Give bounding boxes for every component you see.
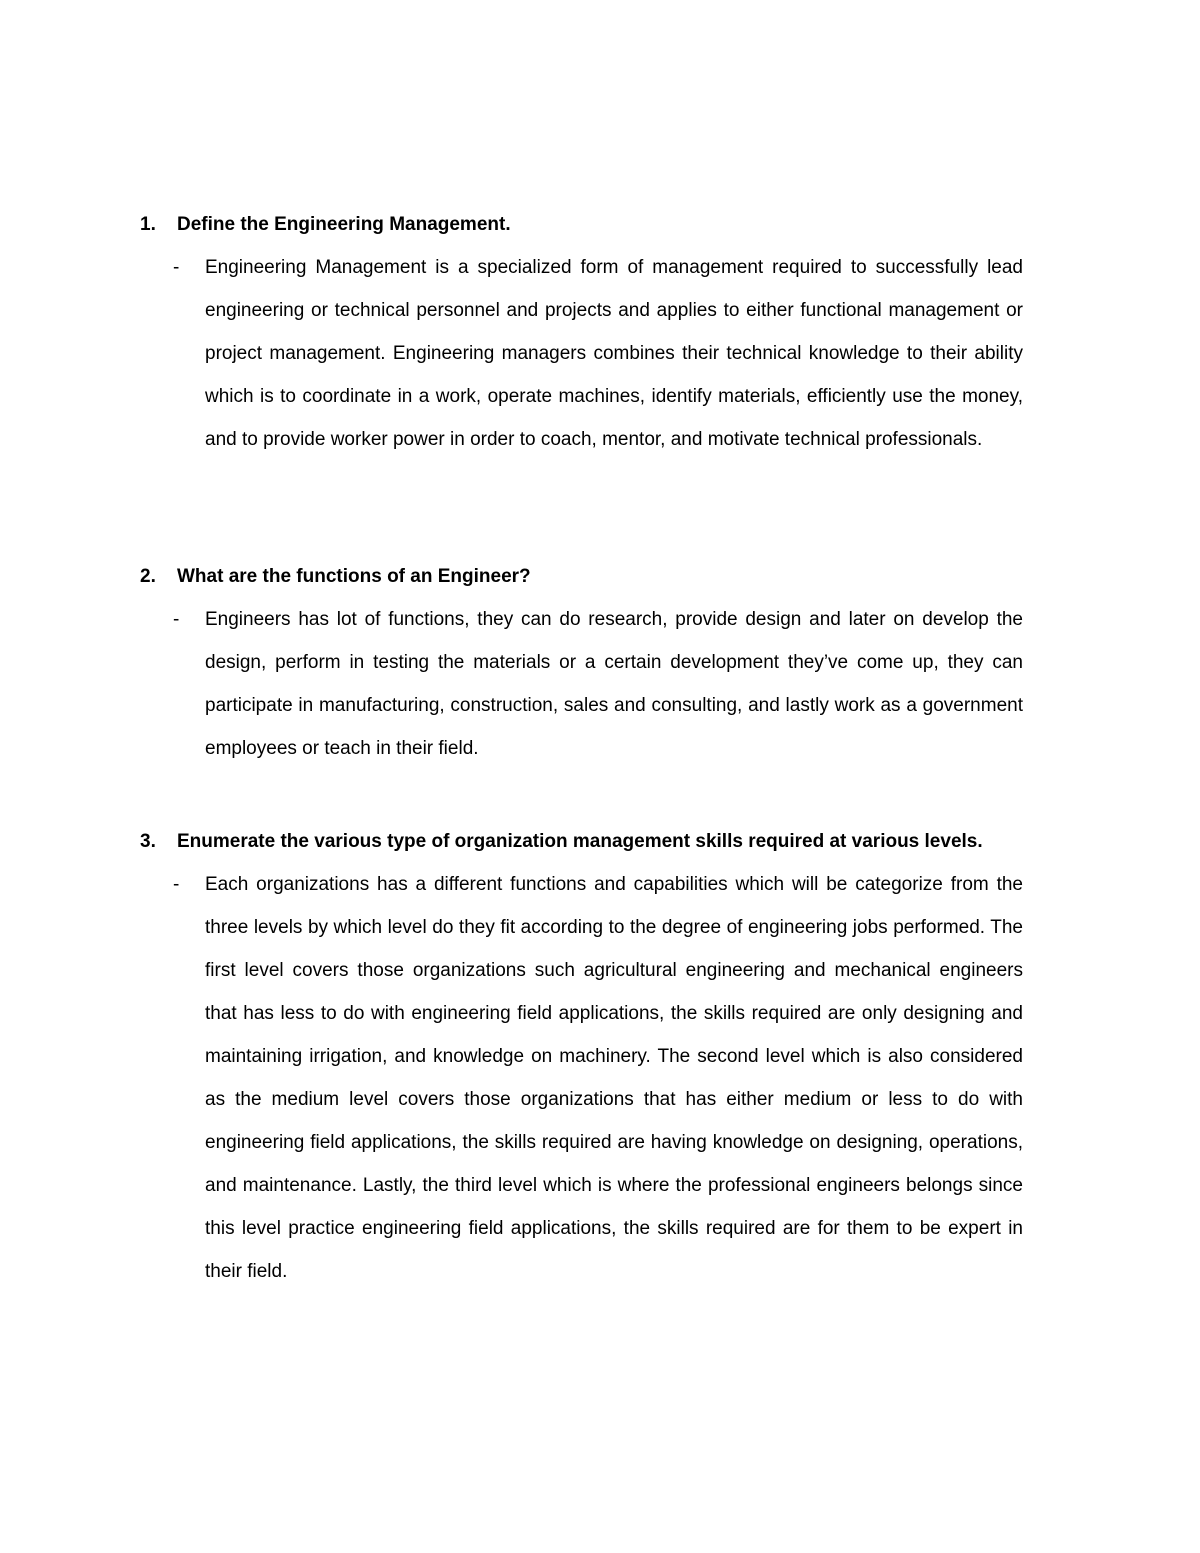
answer-1-text: Engineering Management is a specialized form of management required to successfully lead engineering or technical personnel and projects and applies to either functional management or project management. Engineering managers combines their technical knowledge to their ability which is to coordinate in a work, operate machines, identify materials, efficiently use the money, and to provide worker power in order to coach, mentor, and motivate technical professionals. xyxy=(205,257,1023,450)
question-3-number: 3. xyxy=(140,831,156,852)
question-3-heading xyxy=(140,820,1040,863)
question-3-answer xyxy=(140,863,1040,1293)
question-2 xyxy=(140,555,1040,770)
question-2-heading xyxy=(140,555,1040,598)
question-2-answer xyxy=(140,598,1040,770)
question-1-title: Define the Engineering Management. xyxy=(177,214,511,235)
question-3-title: Enumerate the various type of organization management skills required at various levels. xyxy=(177,831,983,852)
question-3 xyxy=(140,820,1040,1293)
answer-1-bullet: - xyxy=(173,257,180,278)
answer-3-bullet: - xyxy=(173,874,180,895)
answer-2-bullet: - xyxy=(173,609,180,630)
question-1-answer xyxy=(140,246,1040,461)
question-2-number: 2. xyxy=(140,566,156,587)
question-1-number: 1. xyxy=(140,214,156,235)
answer-2-text: Engineers has lot of functions, they can do research, provide design and later on develop the design, perform in testing the materials or a certain development they’ve come up, they can participate in manufacturing, construction, sales and consulting, and lastly work as a government employees or teach in their field. xyxy=(205,609,1023,759)
question-2-title: What are the functions of an Engineer? xyxy=(177,566,531,587)
answer-3-text: Each organizations has a different functions and capabilities which will be categorize from the three levels by which level do they fit according to the degree of engineering jobs performed. The first level covers those organizations such agricultural engineering and mechanical engineers that has less to do with engineering field applications, the skills required are only designing and maintaining irrigation, and knowledge on machinery. The second level which is also considered as the medium level covers those organizations that has either medium or less to do with engineering field applications, the skills required are having knowledge on designing, operations, and maintenance. Lastly, the third level which is where the professional engineers belongs since this level practice engineering field applications, the skills required are for them to be expert in their field. xyxy=(205,874,1023,1282)
question-1-heading xyxy=(140,203,1040,246)
question-1 xyxy=(140,203,1040,461)
